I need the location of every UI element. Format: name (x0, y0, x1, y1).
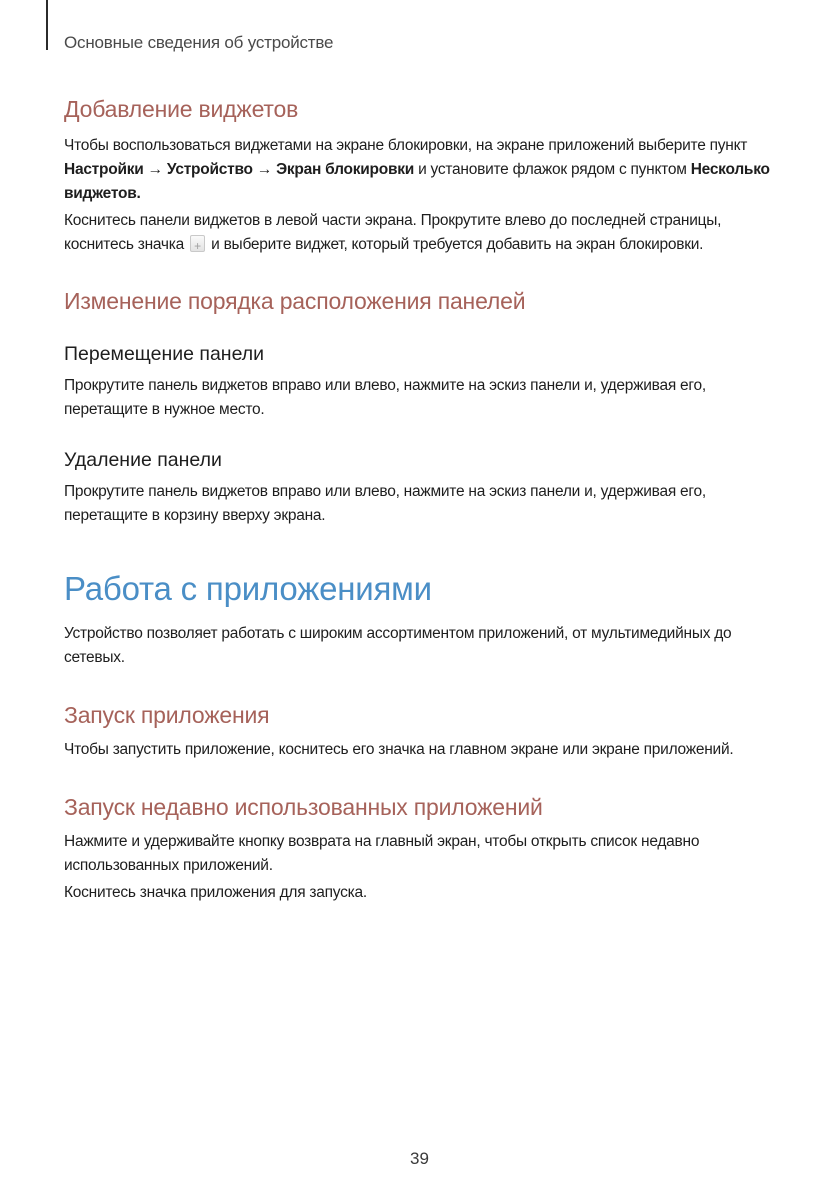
device-menu-path: Устройство (166, 160, 253, 178)
launch-section (64, 701, 784, 762)
launch-section-text: Чтобы запустить приложение, коснитесь его значка на главном экране или экране приложений. (64, 741, 734, 759)
recent-section (64, 793, 784, 905)
widgets-paragraph-1 (64, 134, 784, 206)
settings-menu-path: Настройки (64, 160, 144, 178)
reorder-section (64, 287, 784, 529)
lock-screen-menu-path: Экран блокировки (276, 160, 415, 178)
widgets-p1-text-b: и установите флажок рядом с пунктом (414, 160, 691, 178)
apps-chapter (64, 568, 784, 670)
widgets-p2-text-a: Коснитесь панели виджетов в левой части экрана. Прокрутите влево до последней страницы, коснитесь значка (64, 211, 722, 253)
recent-section-text-2: Коснитесь значка приложения для запуска. (64, 884, 367, 902)
recent-section-title: Запуск недавно использованных приложений (64, 794, 543, 821)
page-margin-rule (46, 0, 48, 50)
remove-panel-title: Удаление панели (64, 449, 222, 472)
path-arrow: → (143, 160, 167, 178)
widgets-paragraph-2 (64, 209, 784, 257)
widgets-section-title: Добавление виджетов (64, 96, 299, 122)
widgets-p1-text-a: Чтобы воспользоваться виджетами на экране блокировки, на экране приложений выберите пункт (64, 136, 748, 154)
widgets-section (64, 95, 784, 257)
multiple-widgets-option: Несколько виджетов. (64, 160, 770, 202)
path-arrow: → (252, 160, 277, 178)
reorder-section-title: Изменение порядка расположения панелей (64, 287, 526, 314)
move-panel-title: Перемещение панели (64, 342, 265, 365)
move-panel-text: Прокрутите панель виджетов вправо или влево, нажмите на эскиз панели и, удерживая его, перетащите в нужное место. (64, 377, 706, 419)
page-content (64, 95, 784, 905)
running-header: Основные сведения об устройстве (64, 33, 334, 52)
apps-chapter-intro: Устройство позволяет работать с широким ассортиментом приложений, от мультимедийных до сетевых. (64, 625, 732, 667)
remove-panel-text: Прокрутите панель виджетов вправо или влево, нажмите на эскиз панели и, удерживая его, перетащите в корзину вверху экрана. (64, 483, 706, 525)
page-number: 39 (410, 1149, 429, 1168)
widgets-p2-text-b: и выберите виджет, который требуется добавить на экран блокировки. (207, 235, 704, 253)
launch-section-title: Запуск приложения (64, 702, 270, 729)
apps-chapter-title: Работа с приложениями (64, 570, 432, 608)
plus-icon (190, 235, 205, 252)
recent-section-text-1: Нажмите и удерживайте кнопку возврата на главный экран, чтобы открыть список недавно использованных приложений. (64, 833, 700, 875)
